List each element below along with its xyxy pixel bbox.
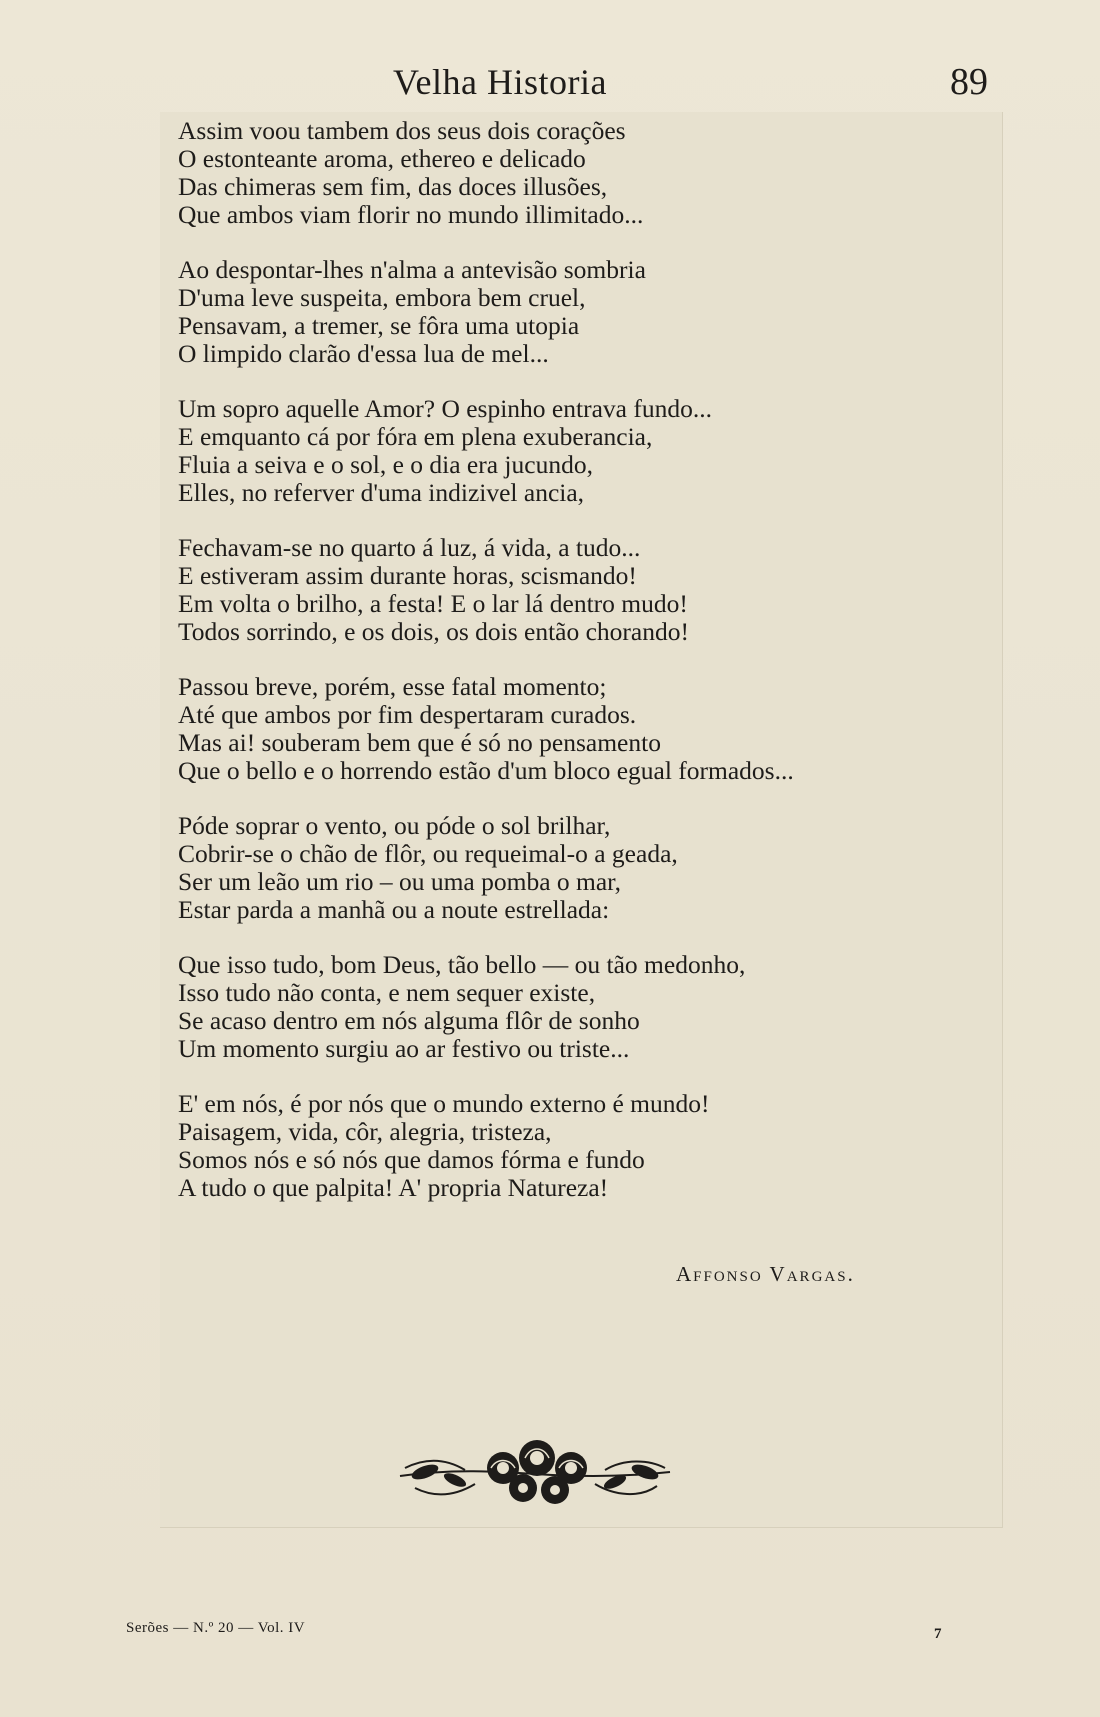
poem-line: A tudo o que palpita! A' propria Natureza! <box>178 1173 609 1202</box>
poem-line: Que isso tudo, bom Deus, tão bello — ou tão medonho, <box>178 950 746 979</box>
poem-line: Ao despontar-lhes n'alma a antevisão sombria <box>178 255 646 284</box>
poem-line: Das chimeras sem fim, das doces illusões, <box>178 172 608 201</box>
poem-line: E' em nós, é por nós que o mundo externo é mundo! <box>178 1089 710 1118</box>
author-signature: Affonso Vargas. <box>676 1262 855 1286</box>
poem-line: O limpido clarão d'essa lua de mel... <box>178 339 549 368</box>
poem-line: D'uma leve suspeita, embora bem cruel, <box>178 283 586 312</box>
poem-line: Ser um leão um rio – ou uma pomba o mar, <box>178 867 622 896</box>
stanza <box>178 534 978 646</box>
stanza <box>178 117 978 229</box>
poem-line: Em volta o brilho, a festa! E o lar lá dentro mudo! <box>178 589 688 618</box>
poem-line: Até que ambos por fim despertaram curados. <box>178 700 637 729</box>
poem-line: Um momento surgiu ao ar festivo ou triste... <box>178 1034 630 1063</box>
poem-line: Paisagem, vida, côr, alegria, tristeza, <box>178 1117 552 1146</box>
stanza <box>178 1090 978 1202</box>
floral-ornament-icon <box>395 1428 675 1518</box>
stanza <box>178 256 978 368</box>
poem-line: Passou breve, porém, esse fatal momento; <box>178 672 607 701</box>
footer-signature-mark: 7 <box>934 1626 942 1642</box>
poem-line: Fechavam-se no quarto á luz, á vida, a tudo... <box>178 533 641 562</box>
poem-line: Que o bello e o horrendo estão d'um bloco egual formados... <box>178 756 794 785</box>
poem-line: E estiveram assim durante horas, scismando! <box>178 561 637 590</box>
page-number: 89 <box>950 61 988 103</box>
stanza <box>178 812 978 924</box>
poem-line: Somos nós e só nós que damos fórma e fundo <box>178 1145 645 1174</box>
footer-issue-info: Serões — N.º 20 — Vol. IV <box>126 1620 306 1636</box>
poem-line: Mas ai! souberam bem que é só no pensamento <box>178 728 661 757</box>
poem-line: Todos sorrindo, e os dois, os dois então chorando! <box>178 617 689 646</box>
stanza <box>178 951 978 1063</box>
poem-line: Se acaso dentro em nós alguma flôr de sonho <box>178 1006 640 1035</box>
poem-line: Assim voou tambem dos seus dois corações <box>178 116 626 145</box>
stanza <box>178 673 978 785</box>
poem-line: Elles, no referver d'uma indizivel ancia, <box>178 478 585 507</box>
stanza <box>178 395 978 507</box>
poem-line: Um sopro aquelle Amor? O espinho entrava fundo... <box>178 394 712 423</box>
poem-line: O estonteante aroma, ethereo e delicado <box>178 144 586 173</box>
poem-line: Póde soprar o vento, ou póde o sol brilhar, <box>178 811 611 840</box>
poem <box>178 117 978 1229</box>
poem-line: Que ambos viam florir no mundo illimitado... <box>178 200 644 229</box>
poem-line: Fluia a seiva e o sol, e o dia era jucundo, <box>178 450 593 479</box>
poem-line: Isso tudo não conta, e nem sequer existe, <box>178 978 596 1007</box>
poem-line: Estar parda a manhã ou a noute estrellada: <box>178 895 610 924</box>
running-title: Velha Historia <box>393 62 607 102</box>
poem-line: E emquanto cá por fóra em plena exuberancia, <box>178 422 653 451</box>
poem-line: Cobrir-se o chão de flôr, ou requeimal-o a geada, <box>178 839 678 868</box>
poem-line: Pensavam, a tremer, se fôra uma utopia <box>178 311 580 340</box>
